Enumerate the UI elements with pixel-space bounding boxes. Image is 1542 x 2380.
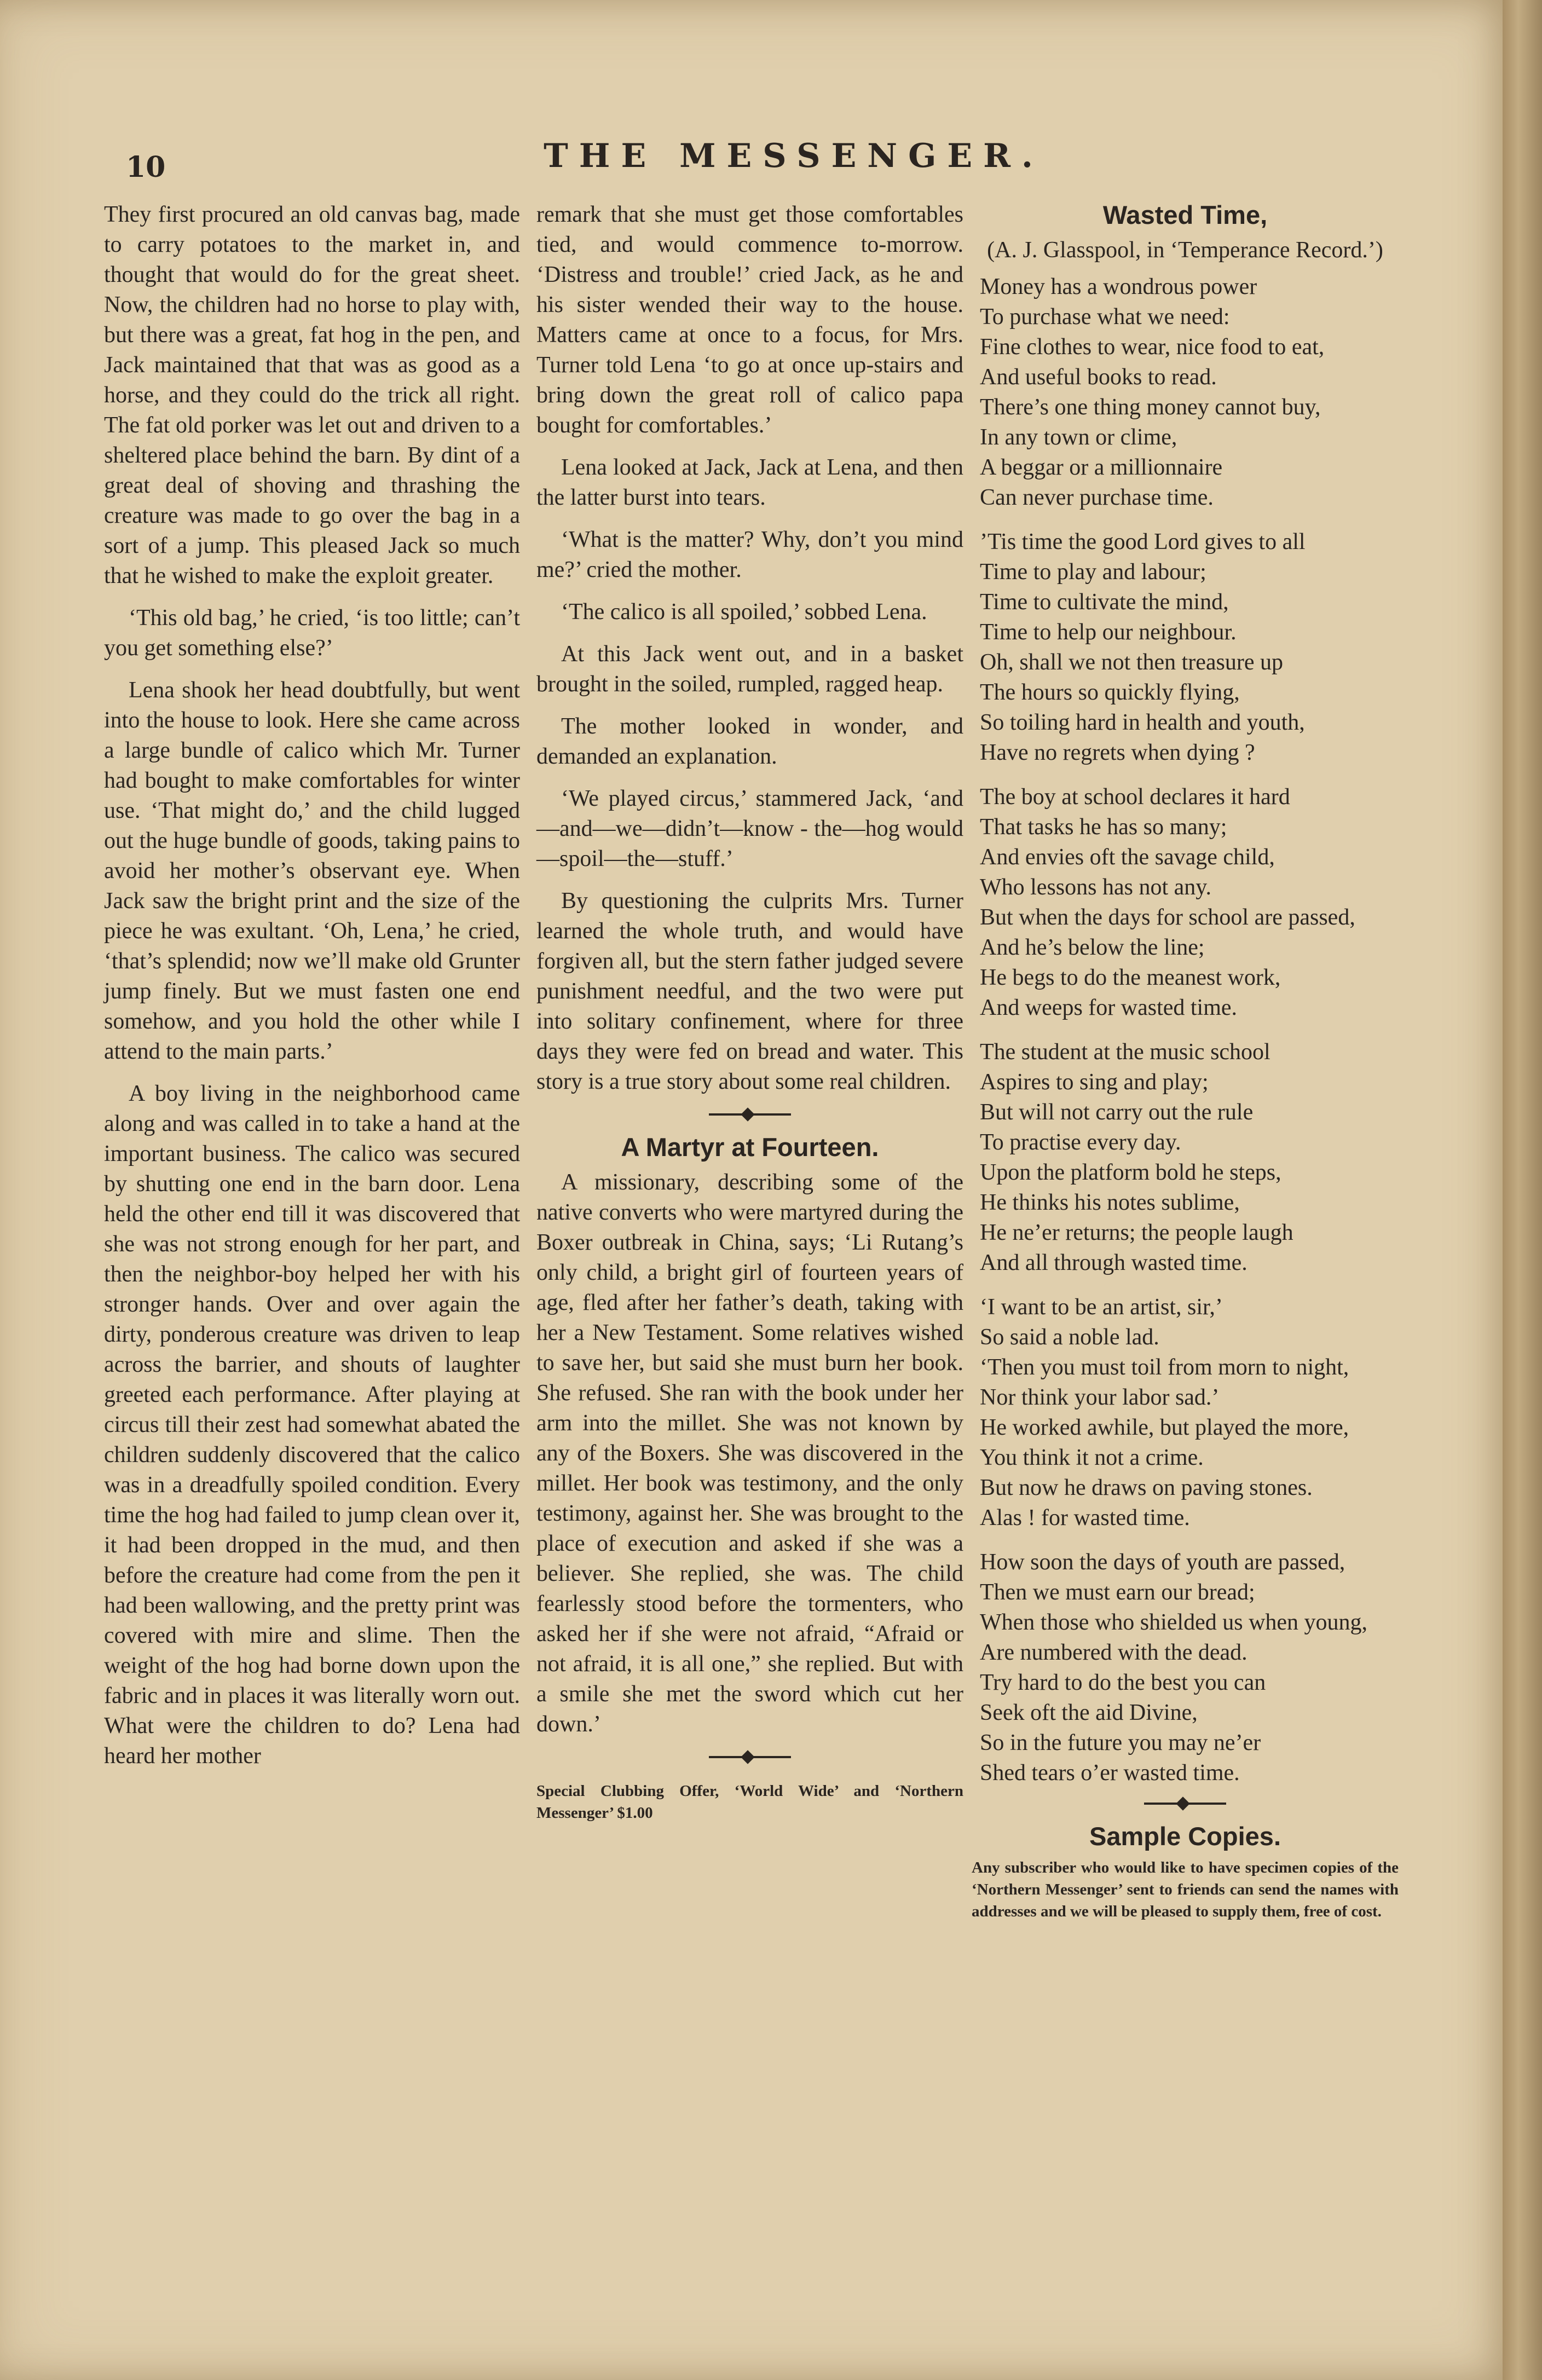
poem-line: Are numbered with the dead. — [980, 1640, 1248, 1665]
poem-stanza — [972, 1292, 1399, 1533]
poem-line: And useful books to read. — [980, 365, 1217, 390]
poem-line: Time to play and labour; — [980, 559, 1206, 585]
poem-line: How soon the days of youth are passed, — [980, 1550, 1345, 1575]
poem-line: Can never purchase time. — [980, 485, 1214, 510]
section-divider — [709, 1113, 791, 1116]
poem-byline: (A. J. Glasspool, in ‘Temperance Record.’) — [987, 238, 1383, 263]
poem-line: Who lessons has not any. — [980, 875, 1212, 900]
poem-line: The student at the music school — [980, 1039, 1270, 1065]
poem-line: Money has a wondrous power — [980, 274, 1257, 299]
poem-line: To practise every day. — [980, 1130, 1181, 1155]
poem-line: When those who shielded us when young, — [980, 1610, 1368, 1635]
story-paragraph: The mother looked in wonder, and demanded an explanation. — [536, 714, 963, 769]
poem-line: So toiling hard in health and youth, — [980, 710, 1305, 735]
poem-line: The boy at school declares it hard — [980, 784, 1290, 810]
poem-line: There’s one thing money cannot buy, — [980, 395, 1321, 420]
story-paragraph: ‘This old bag,’ he cried, ‘is too little; can’t you get something else?’ — [104, 605, 520, 661]
poem-line: Aspires to sing and play; — [980, 1070, 1209, 1095]
poem-stanza — [972, 272, 1399, 513]
sample-copies-text: Any subscriber who would like to have specimen copies of the ‘Northern Messenger’ sent to friends can send the names with addresses and we will be pleased to supply them, free of cost. — [972, 1859, 1399, 1920]
poem-line: ’Tis time the good Lord gives to all — [980, 529, 1306, 554]
poem-line: Alas ! for wasted time. — [980, 1505, 1190, 1530]
column-2 — [536, 200, 963, 1824]
poem-line: And weeps for wasted time. — [980, 995, 1238, 1020]
poem-line: You think it not a crime. — [980, 1445, 1204, 1470]
sample-copies-heading: Sample Copies. — [1089, 1822, 1281, 1851]
masthead-title: THE MESSENGER. — [544, 137, 1044, 175]
poem-line: Have no regrets when dying ? — [980, 740, 1255, 765]
poem-stanza — [972, 1037, 1399, 1278]
poem-line: And envies oft the savage child, — [980, 845, 1275, 870]
poem-line: But when the days for school are passed, — [980, 905, 1355, 930]
story-paragraph: At this Jack went out, and in a basket brought in the soiled, rumpled, ragged heap. — [536, 642, 963, 697]
poem-line: ‘I want to be an artist, sir,’ — [980, 1295, 1223, 1320]
section-divider — [709, 1756, 791, 1758]
poem-line: To purchase what we need: — [980, 304, 1230, 330]
poem-stanza — [972, 527, 1399, 768]
poem-title: Wasted Time, — [1102, 200, 1268, 229]
poem-line: Time to help our neighbour. — [980, 620, 1237, 645]
poem-line: But now he draws on paving stones. — [980, 1475, 1313, 1500]
poem-line: He thinks his notes sublime, — [980, 1190, 1240, 1215]
poem-stanza — [972, 782, 1399, 1023]
story-paragraph: Lena shook her head doubtfully, but went into the house to look. Here she came across a large bundle of calico which Mr. Turner had bought to make comfortables for winter use. ‘That might do,’ and the child lugged out the huge bundle of goods, taking pains to avoid her mother’s observant eye. When Jack saw the bright print and the size of the piece he was exultant. ‘Oh, Lena,’ he cried, ‘that’s splendid; now we’ll make old Grunter jump finely. But we must fasten one end somehow, and you hold the other while I attend to the main parts.’ — [104, 678, 520, 1064]
poem-line: And all through wasted time. — [980, 1250, 1248, 1275]
story-paragraph: ‘The calico is all spoiled,’ sobbed Lena. — [561, 599, 927, 625]
poem-line: But will not carry out the rule — [980, 1100, 1254, 1125]
poem-line: He begs to do the meanest work, — [980, 965, 1281, 990]
poem-line: Time to cultivate the mind, — [980, 590, 1229, 615]
poem-line: And he’s below the line; — [980, 935, 1205, 960]
poem-line: Oh, shall we not then treasure up — [980, 650, 1284, 675]
poem-line: So in the future you may ne’er — [980, 1730, 1261, 1755]
column-3 — [972, 200, 1399, 1922]
poem-line: Seek oft the aid Divine, — [980, 1700, 1198, 1725]
story-paragraph: ‘What is the matter? Why, don’t you mind me?’ cried the mother. — [536, 527, 963, 582]
story-paragraph: ‘We played circus,’ stammered Jack, ‘and—and—we—didn’t—know - the—hog would—spoil—the—stuff.’ — [536, 786, 963, 871]
story-paragraph: By questioning the culprits Mrs. Turner learned the whole truth, and would have forgiven all, but the stern father judged severe punishment needful, and the two were put into solitary confinement, where for three days they were fed on bread and water. This story is a true story about some real children. — [536, 888, 963, 1094]
story-paragraph: remark that she must get those comfortables tied, and would commence to-morrow. ‘Distress and trouble!’ cried Jack, as he and his sister wended their way to the house. Matters came at once to a focus, for Mrs. Turner told Lena ‘to go at once up-stairs and bring down the great roll of calico papa bought for comfortables.’ — [536, 202, 963, 438]
page-spine — [1503, 0, 1542, 2380]
story-paragraph: Lena looked at Jack, Jack at Lena, and then the latter burst into tears. — [536, 455, 963, 510]
story-paragraph: They first procured an old canvas bag, made to carry potatoes to the market in, and thought that would do for the great sheet. Now, the children had no horse to play with, but there was a great, fat hog in the pen, and Jack maintained that that was as good as a horse, and they could do the trick all right. The fat old porker was let out and driven to a sheltered place behind the barn. By dint of a great deal of shoving and thrashing the creature was made to go over the bag in a sort of a jump. This pleased Jack so much that he wished to make the exploit greater. — [104, 202, 520, 588]
section-divider — [1144, 1803, 1226, 1805]
poem-line: So said a noble lad. — [980, 1325, 1159, 1350]
poem-line: Upon the platform bold he steps, — [980, 1160, 1281, 1185]
poem-line: Try hard to do the best you can — [980, 1670, 1266, 1695]
martyr-paragraph: A missionary, describing some of the native converts who were martyred during the Boxer outbreak in China, says; ‘Li Rutang’s only child, a bright girl of fourteen years of age, fled after her father’s death, taking with her a New Testament. Some relatives wished to save her, but said she must burn her book. She refused. She ran with the book under her arm into the millet. She was not known by any of the Boxers. She was discovered in the millet. Her book was testimony, and the only testimony, against her. She was brought to the place of execution and asked if she was a believer. She replied, she was. The child fearlessly stood before the tormenters, who asked her if she were not afraid, “Afraid or not afraid, it is all one,” she replied. But with a smile she met the sword which cut her down.’ — [536, 1170, 963, 1737]
poem-line: Shed tears o’er wasted time. — [980, 1760, 1240, 1786]
poem-line: ‘Then you must toil from morn to night, — [980, 1355, 1349, 1380]
poem-stanza — [972, 1547, 1399, 1788]
poem-line: Nor think your labor sad.’ — [980, 1385, 1220, 1410]
page-number: 10 — [126, 151, 166, 184]
poem-line: Fine clothes to wear, nice food to eat, — [980, 334, 1325, 360]
poem-line: He ne’er returns; the people laugh — [980, 1220, 1293, 1245]
poem-line: In any town or clime, — [980, 425, 1177, 450]
poem-body — [972, 272, 1399, 1788]
poem-line: Then we must earn our bread; — [980, 1580, 1255, 1605]
poem-line: He worked awhile, but played the more, — [980, 1415, 1349, 1440]
story-paragraph: A boy living in the neighborhood came along and was called in to take a hand at the important business. The calico was secured by shutting one end in the barn door. Lena held the other end till it was discovered that she was not strong enough for her part, and then the neighbor-boy helped her with his stronger hands. Over and over again the dirty, ponderous creature was driven to leap across the barrier, and shouts of laughter greeted each performance. After playing at circus till their zest had somewhat abated the children suddenly discovered that the calico was in a dreadfully spoiled condition. Every time the hog had failed to jump clean over it, it had been dropped in the mud, and then before the creature had come from the pen it had been wallowing, and the pretty print was covered with mire and slime. Then the weight of the hog had borne down upon the fabric and in places it was literally worn out. What were the children to do? Lena had heard her mother — [104, 1081, 520, 1769]
poem-line: That tasks he has so many; — [980, 814, 1227, 840]
martyr-heading: A Martyr at Fourteen. — [621, 1133, 879, 1162]
poem-line: The hours so quickly flying, — [980, 680, 1240, 705]
poem-line: A beggar or a millionnaire — [980, 455, 1223, 480]
clubbing-offer: Special Clubbing Offer, ‘World Wide’ and ‘Northern Messenger’ $1.00 — [536, 1782, 963, 1822]
column-1 — [104, 200, 520, 1783]
